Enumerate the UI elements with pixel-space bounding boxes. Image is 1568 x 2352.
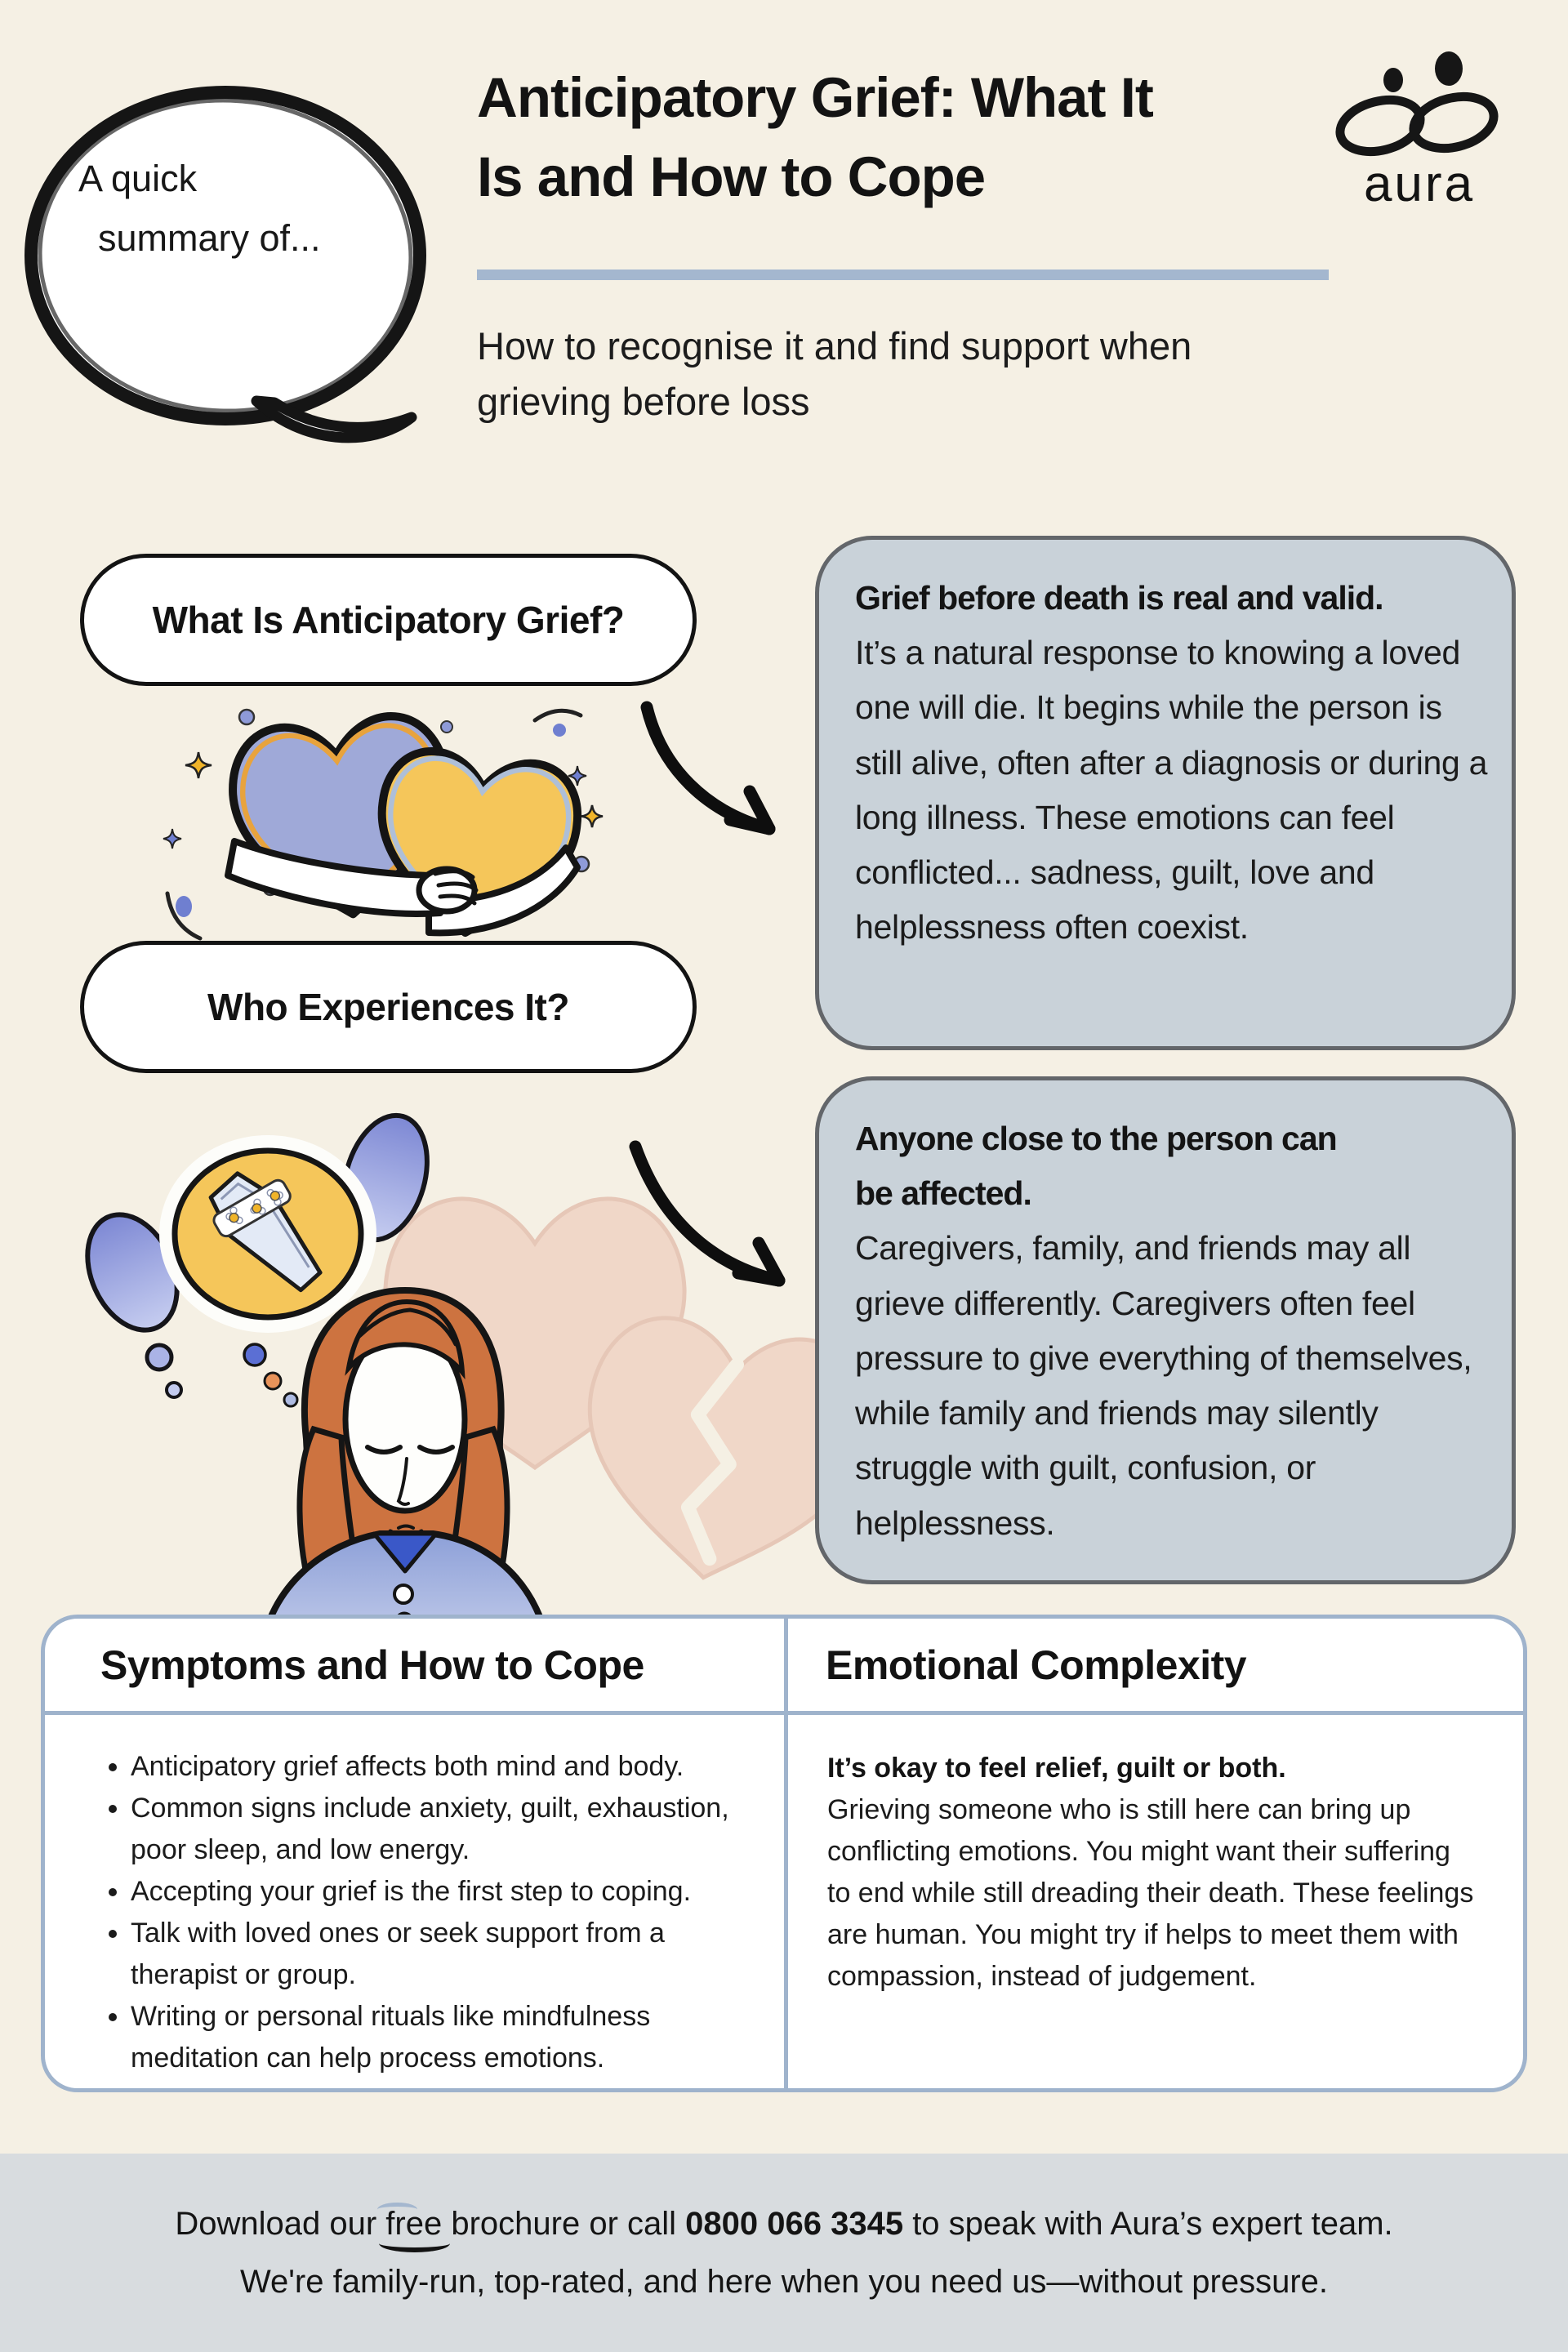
footer-text-after-phone: to speak with Aura’s expert team.	[903, 2205, 1393, 2242]
page-title-line2: Is and How to Cope	[477, 145, 986, 208]
footer-line-2: We're family-run, top-rated, and here when you need us—without pressure.	[239, 2263, 1329, 2300]
arrow-to-what-card	[630, 696, 790, 847]
bubble-line-2: summary of...	[98, 216, 321, 259]
footer-free-underlined: free	[385, 2205, 443, 2242]
speech-bubble-shape	[15, 78, 443, 494]
pill-who-experiences-it	[80, 941, 697, 1073]
title-divider	[477, 270, 1329, 280]
footer-text-after-free: brochure or call	[442, 2205, 686, 2242]
symptoms-column	[45, 1619, 784, 2088]
arrow-to-who-card	[622, 1137, 794, 1304]
bubble-line-1: A quick	[78, 158, 198, 199]
card-what-body: It’s a natural response to knowing a loved one will die. It begins while the person is still alive, often after a diagnosis or during a long illness. These emotions can feel conflicted... sadness, guilt, love and helplessness often coexist.	[855, 634, 1488, 947]
footer-text-before-free: Download our	[175, 2205, 386, 2242]
page-subtitle: How to recognise it and find support when grieving before loss	[477, 324, 1192, 424]
complexity-heading: Emotional Complexity	[826, 1642, 1247, 1688]
complexity-column	[784, 1619, 1523, 2088]
pill-who-label: Who Experiences It?	[207, 986, 569, 1028]
symptom-item: • Writing or personal rituals like mindfulness meditation can help process emotions.	[131, 1996, 760, 2079]
hugging-hearts-illustration	[159, 688, 633, 957]
page-title-line1: Anticipatory Grief: What It	[477, 66, 1153, 129]
card-who-experiences-it	[815, 1076, 1516, 1584]
complexity-lead: It’s okay to feel relief, guilt or both.	[827, 1753, 1286, 1784]
hand	[419, 869, 476, 911]
pill-what-is-anticipatory-grief	[80, 554, 697, 686]
pill-what-label: What Is Anticipatory Grief?	[152, 599, 625, 641]
aura-logo-word: aura	[1363, 156, 1476, 212]
aura-logo	[1330, 51, 1509, 222]
complexity-header	[788, 1619, 1523, 1715]
page-title	[477, 59, 1294, 216]
aura-infinity-icon	[1330, 51, 1509, 158]
symptoms-header	[45, 1619, 784, 1715]
card-what-is-anticipatory-grief	[815, 536, 1516, 1050]
symptoms-and-complexity-panel	[41, 1615, 1527, 2092]
summary-bubble-text	[78, 149, 321, 269]
symptoms-heading: Symptoms and How to Cope	[100, 1642, 644, 1688]
footer-banner	[0, 2154, 1568, 2352]
summary-speech-bubble	[15, 78, 443, 494]
symptom-item: • Common signs include anxiety, guilt, exhaustion, poor sleep, and low energy.	[131, 1788, 760, 1871]
symptom-item: • Talk with loved ones or seek support from a therapist or group.	[131, 1913, 760, 1996]
footer-phone-number: 0800 066 3345	[685, 2205, 904, 2242]
symptoms-list	[45, 1746, 760, 2079]
card-what-heading: Grief before death is real and valid.	[855, 579, 1383, 617]
symptom-item: • Accepting your grief is the first step to coping.	[131, 1871, 760, 1913]
symptom-item: • Anticipatory grief affects both mind and body.	[131, 1746, 760, 1788]
footer-line-1	[175, 2206, 1392, 2243]
card-who-body: Caregivers, family, and friends may all grieve differently. Caregivers often feel pressure to give everything of themselves, while family and friends may silently struggle with guilt, confusion, or helplessness.	[855, 1229, 1472, 1542]
card-who-heading: Anyone close to the person can be affected.	[855, 1120, 1337, 1213]
complexity-body	[788, 1715, 1523, 1998]
complexity-text: Grieving someone who is still here can bring up conflicting emotions. You might want their suffering to end while still dreading their death. These feelings are human. You might try if helps to meet them with compassion, instead of judgement.	[827, 1794, 1474, 1992]
